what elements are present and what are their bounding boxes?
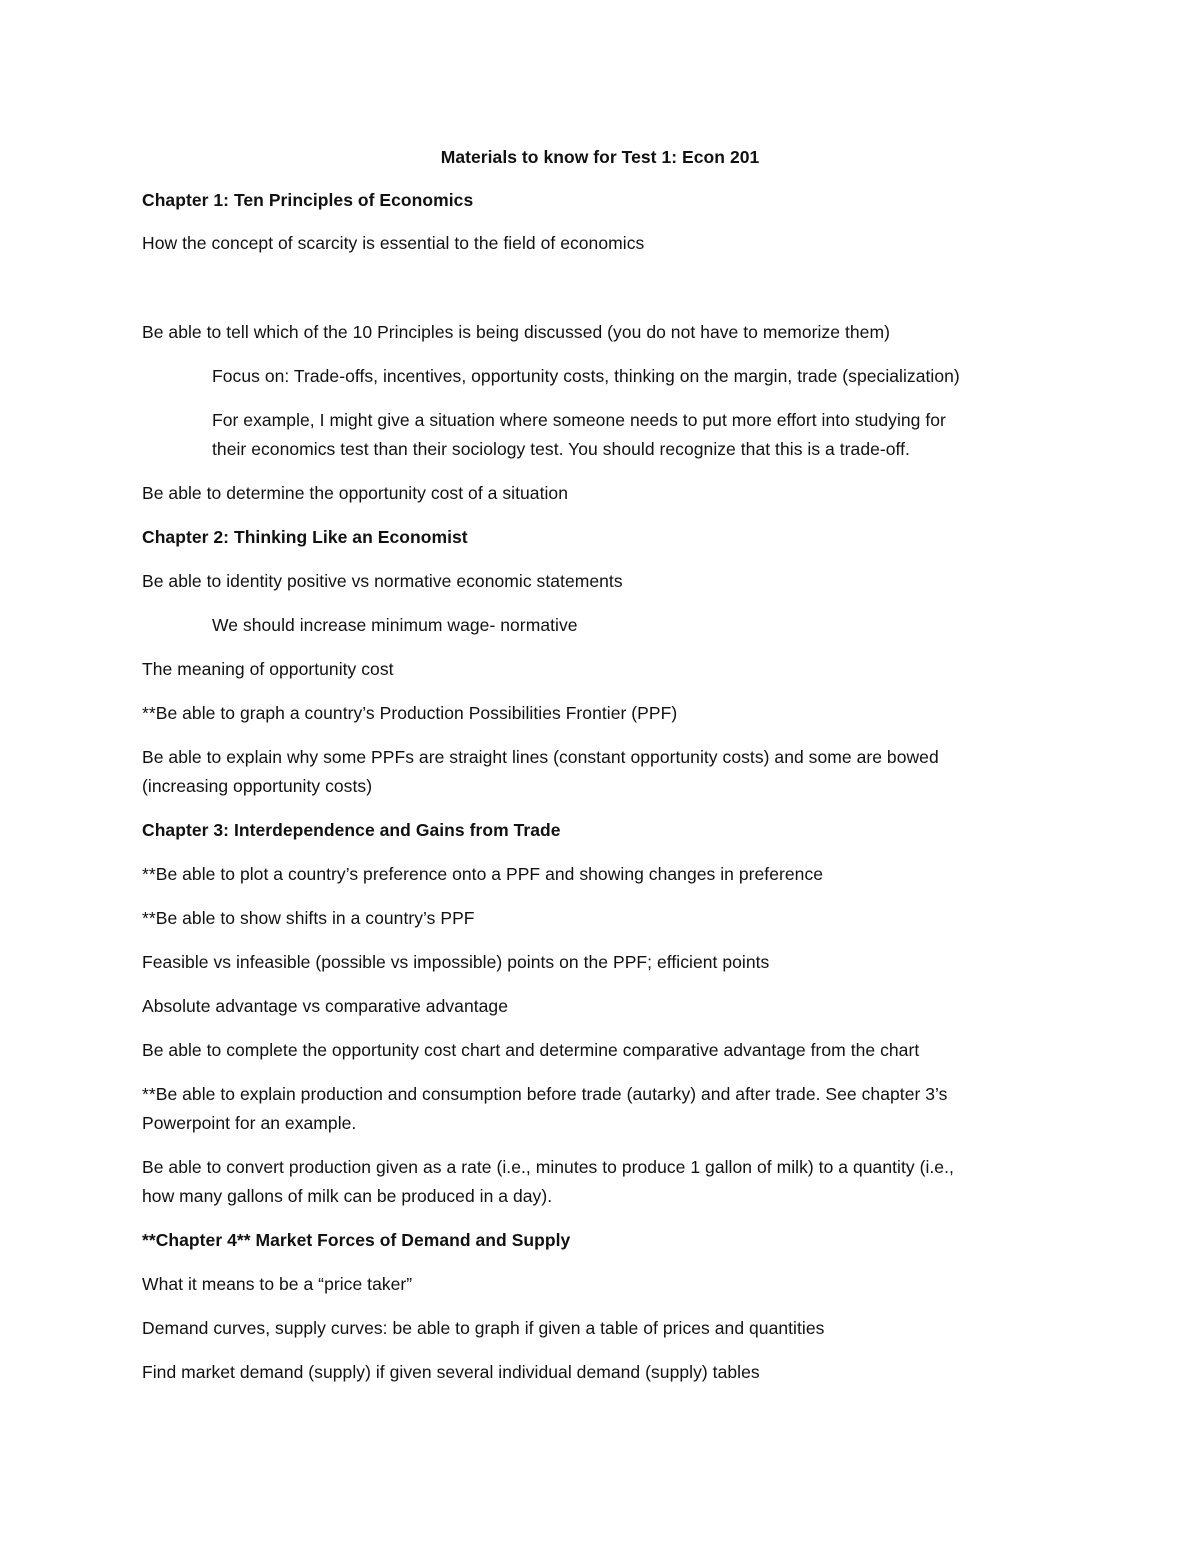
text-line: The meaning of opportunity cost: [142, 659, 394, 679]
text-line: Be able to explain why some PPFs are straight lines (constant opportunity costs) and some are bowed: [142, 747, 939, 767]
chapter-4-heading: **Chapter 4** Market Forces of Demand and Supply: [142, 1230, 571, 1250]
text-line: Demand curves, supply curves: be able to graph if given a table of prices and quantities: [142, 1318, 825, 1338]
indented-text-line: their economics test than their sociology test. You should recognize that this is a trade-off.: [212, 439, 910, 459]
text-line: Be able to complete the opportunity cost chart and determine comparative advantage from the chart: [142, 1040, 920, 1060]
text-line: Powerpoint for an example.: [142, 1113, 357, 1133]
text-line: Be able to determine the opportunity cost of a situation: [142, 483, 568, 503]
indented-text-line: For example, I might give a situation where someone needs to put more effort into studying for: [212, 410, 946, 430]
text-line: Absolute advantage vs comparative advantage: [142, 996, 509, 1016]
text-line: Be able to convert production given as a rate (i.e., minutes to produce 1 gallon of milk) to a quantity (i.e.,: [142, 1157, 954, 1177]
text-line: Find market demand (supply) if given several individual demand (supply) tables: [142, 1362, 760, 1382]
indented-text-line: Focus on: Trade-offs, incentives, opportunity costs, thinking on the margin, trade (specialization): [212, 366, 960, 386]
text-line: **Be able to show shifts in a country’s PPF: [142, 908, 475, 928]
text-line: **Be able to explain production and consumption before trade (autarky) and after trade. See chapter 3’s: [142, 1084, 948, 1104]
text-line: **Be able to plot a country’s preference onto a PPF and showing changes in preference: [142, 864, 824, 884]
text-line: Be able to identity positive vs normative economic statements: [142, 571, 623, 591]
text-line: how many gallons of milk can be produced in a day).: [142, 1186, 553, 1206]
text-line: **Be able to graph a country’s Production Possibilities Frontier (PPF): [142, 703, 678, 723]
text-line: Feasible vs infeasible (possible vs impossible) points on the PPF; efficient points: [142, 952, 770, 972]
chapter-3-heading: Chapter 3: Interdependence and Gains from Trade: [142, 820, 561, 840]
document-title: Materials to know for Test 1: Econ 201: [440, 147, 760, 167]
text-line: How the concept of scarcity is essential to the field of economics: [142, 233, 645, 253]
text-line: What it means to be a “price taker”: [142, 1274, 413, 1294]
text-line: (increasing opportunity costs): [142, 776, 373, 796]
indented-text-line: We should increase minimum wage- normative: [212, 615, 578, 635]
chapter-1-heading: Chapter 1: Ten Principles of Economics: [142, 190, 474, 210]
chapter-2-heading: Chapter 2: Thinking Like an Economist: [142, 527, 468, 547]
text-line: Be able to tell which of the 10 Principles is being discussed (you do not have to memorize them): [142, 322, 890, 342]
